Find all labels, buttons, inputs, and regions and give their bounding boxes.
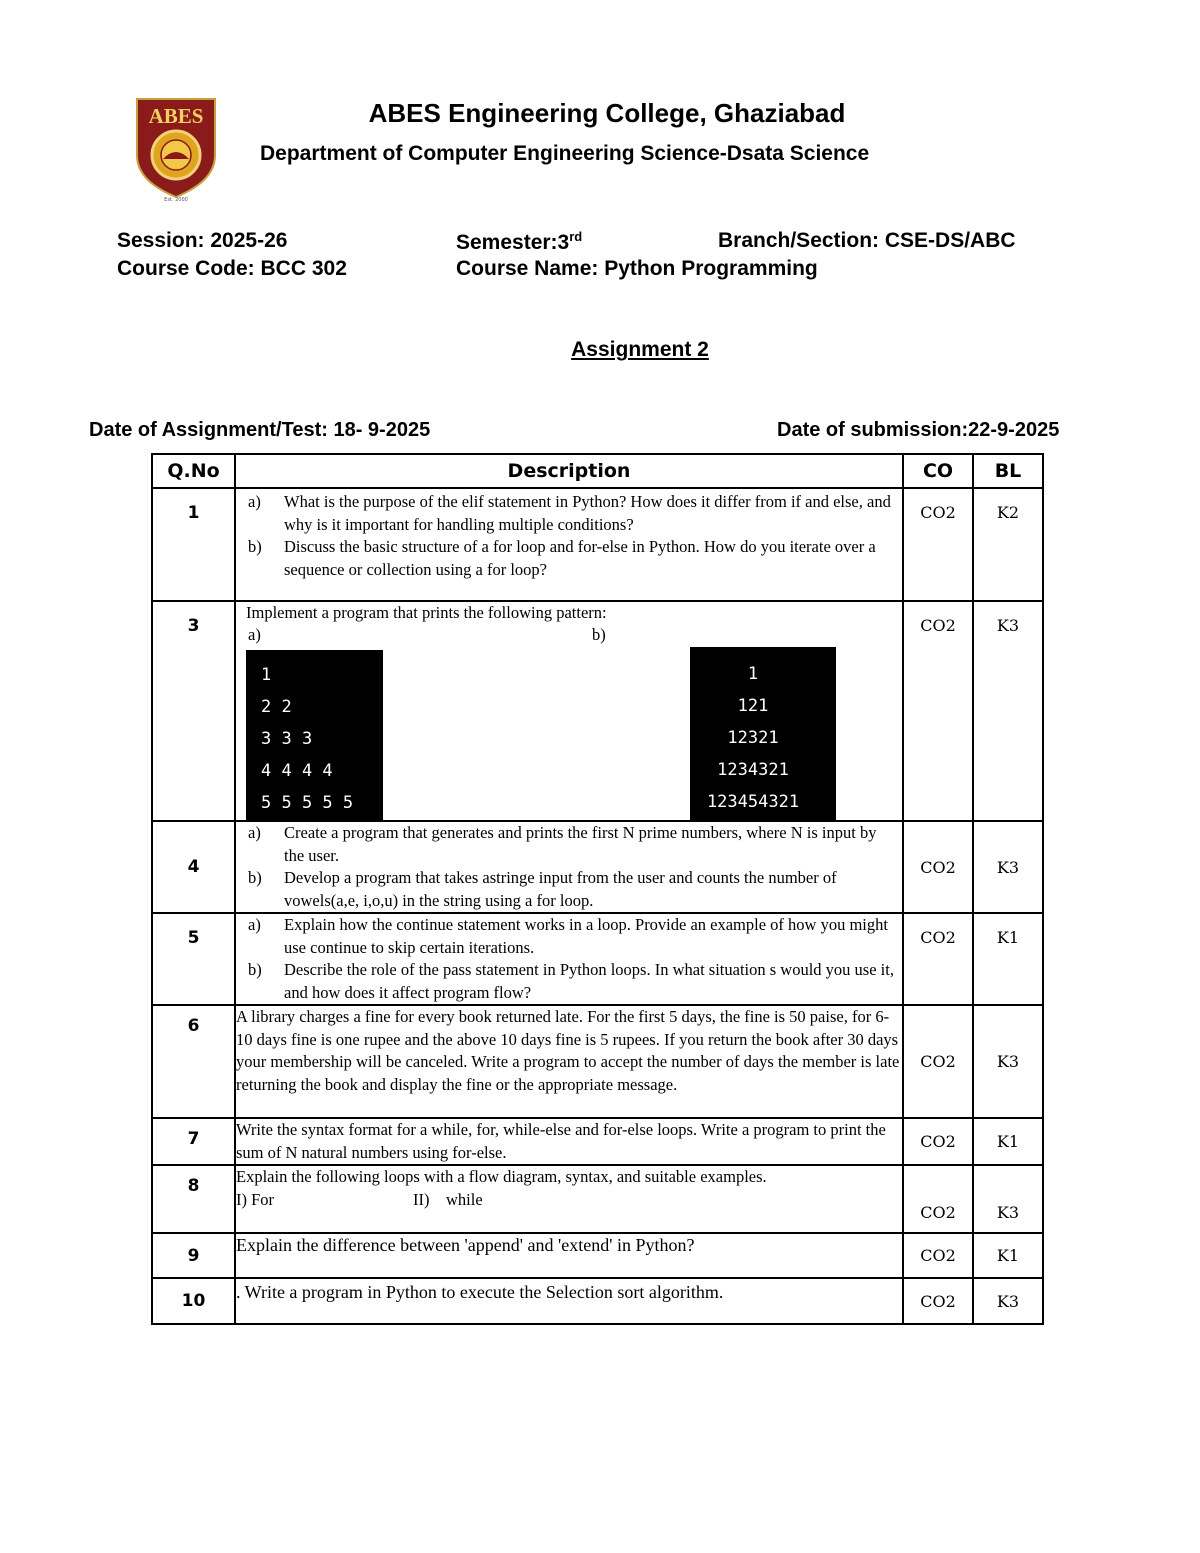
bl-cell: K1 [973, 1233, 1043, 1278]
sub-question [236, 822, 902, 867]
table-row [152, 821, 1043, 913]
header-co: CO [903, 454, 973, 488]
bl-cell: K1 [973, 1118, 1043, 1165]
pattern-a-line: 1 [261, 665, 272, 685]
bl-cell: K3 [973, 821, 1043, 913]
bl-cell: K3 [973, 1165, 1043, 1233]
question-text: Explain the following loops with a flow diagram, syntax, and suitable examples. [236, 1167, 767, 1186]
sub-text: Create a program that generates and prints the first N prime numbers, where N is input by the user. [284, 823, 877, 865]
bl-cell: K2 [973, 488, 1043, 601]
qno-cell: 6 [152, 1005, 235, 1118]
pattern-a-line: 3 3 3 [261, 729, 313, 749]
session: Session: 2025-26 [117, 229, 288, 252]
description-cell: A library charges a fine for every book returned late. For the first 5 days, the fine is 50 paise, for 6-10 days fine is one rupee and the above 10 days fine is 5 rupees. If you return the book after 30 days your membership will be canceled. Write a program to accept the number of days the member is late returning the book and display the fine or the appropriate message. [235, 1005, 903, 1118]
option-while: II) while [413, 1189, 483, 1209]
date-of-submission: Date of submission:22-9-2025 [777, 419, 1060, 441]
semester-text: Semester:3 [456, 231, 570, 254]
header-bl: BL [973, 454, 1043, 488]
table-row [152, 1278, 1043, 1324]
description-cell: Write the syntax format for a while, for, while-else and for-else loops. Write a program to print the sum of N natural numbers using for-else. [235, 1118, 903, 1165]
qno-cell: 7 [152, 1118, 235, 1165]
pattern-a-line: 5 5 5 5 5 [261, 793, 354, 813]
bl-cell: K3 [973, 601, 1043, 821]
logo-est: Est. 2000 [164, 197, 188, 203]
qno-cell: 5 [152, 913, 235, 1005]
header-qno: Q.No [152, 454, 235, 488]
sub-text: Discuss the basic structure of a for loop and for-else in Python. How do you iterate over a sequence or collection using a for loop? [284, 537, 876, 579]
bl-cell: K3 [973, 1005, 1043, 1118]
table-row [152, 1005, 1043, 1118]
description-cell [235, 488, 903, 601]
pattern-b-line: 121 [737, 696, 769, 716]
pattern-a-label: a) [248, 625, 261, 644]
sub-text: What is the purpose of the elif statement in Python? How does it differ from if and else, and why is it important for handling multiple conditions? [284, 492, 891, 534]
pattern-intro: Implement a program that prints the following pattern: [246, 603, 607, 622]
co-cell: CO2 [903, 488, 973, 601]
bl-cell: K3 [973, 1278, 1043, 1324]
pattern-b-image [690, 647, 836, 820]
description-cell [235, 821, 903, 913]
qno-cell: 8 [152, 1165, 235, 1233]
table-row [152, 1233, 1043, 1278]
sub-question [236, 959, 902, 1004]
pattern-b-line: 1234321 [717, 760, 789, 780]
sub-text: Describe the role of the pass statement in Python loops. In what situation s would you use it, and how does it affect program flow? [284, 960, 894, 1002]
sub-label: b) [248, 960, 262, 979]
sub-label: b) [248, 868, 262, 887]
logo-text: ABES [148, 104, 204, 128]
pattern-a-line: 4 4 4 4 [261, 761, 333, 781]
date-of-assignment: Date of Assignment/Test: 18- 9-2025 [89, 419, 431, 441]
pattern-b-line: 12321 [727, 728, 779, 748]
co-cell: CO2 [903, 821, 973, 913]
table-row [152, 913, 1043, 1005]
sub-label: a) [248, 823, 261, 842]
qno-cell: 3 [152, 601, 235, 821]
sub-label: a) [248, 492, 261, 511]
table-row [152, 1165, 1043, 1233]
course-code: Course Code: BCC 302 [117, 257, 347, 280]
sub-question [236, 491, 902, 536]
qno-cell: 1 [152, 488, 235, 601]
description-cell [235, 1165, 903, 1233]
department-name: Department of Computer Engineering Science-Dsata Science [260, 142, 870, 165]
assignment-title: Assignment 2 [571, 338, 709, 361]
sub-question [236, 536, 902, 581]
course-name: Course Name: Python Programming [456, 257, 818, 280]
table-row [152, 1118, 1043, 1165]
sub-label: b) [248, 537, 262, 556]
semester [456, 229, 582, 255]
questions-table [151, 453, 1044, 1325]
sub-question [236, 914, 902, 959]
co-cell: CO2 [903, 1118, 973, 1165]
pattern-b-line: 1 [747, 664, 759, 684]
loop-options [236, 1189, 902, 1211]
bl-cell: K1 [973, 913, 1043, 1005]
table-row [152, 601, 1043, 821]
table-header-row [152, 454, 1043, 488]
co-cell: CO2 [903, 601, 973, 821]
option-for: I) For [236, 1189, 275, 1209]
branch-section: Branch/Section: CSE-DS/ABC [718, 229, 1016, 252]
description-cell: Explain the difference between 'append' and 'extend' in Python? [235, 1233, 903, 1278]
table-row [152, 488, 1043, 601]
sub-text: Explain how the continue statement works in a loop. Provide an example of how you might use continue to skip certain iterations. [284, 915, 888, 957]
pattern-b-line: 123454321 [706, 792, 800, 812]
pattern-b-label: b) [592, 625, 606, 644]
pattern-a-line: 2 2 [261, 697, 292, 717]
sub-label: a) [248, 915, 261, 934]
description-cell: . Write a program in Python to execute the Selection sort algorithm. [235, 1278, 903, 1324]
sub-question [236, 867, 902, 912]
qno-cell: 9 [152, 1233, 235, 1278]
co-cell: CO2 [903, 1233, 973, 1278]
pattern-area [236, 602, 902, 820]
pattern-a-image [246, 650, 383, 820]
co-cell: CO2 [903, 1278, 973, 1324]
semester-sup: rd [569, 229, 583, 244]
co-cell: CO2 [903, 1165, 973, 1233]
qno-cell: 4 [152, 821, 235, 913]
co-cell: CO2 [903, 913, 973, 1005]
description-cell [235, 913, 903, 1005]
qno-cell: 10 [152, 1278, 235, 1324]
sub-text: Develop a program that takes astringe input from the user and counts the number of vowels(a,e, i,o,u) in the string using a for loop. [284, 868, 837, 910]
header-description: Description [235, 454, 903, 488]
college-name: ABES Engineering College, Ghaziabad [368, 98, 846, 128]
description-cell [235, 601, 903, 821]
co-cell: CO2 [903, 1005, 973, 1118]
